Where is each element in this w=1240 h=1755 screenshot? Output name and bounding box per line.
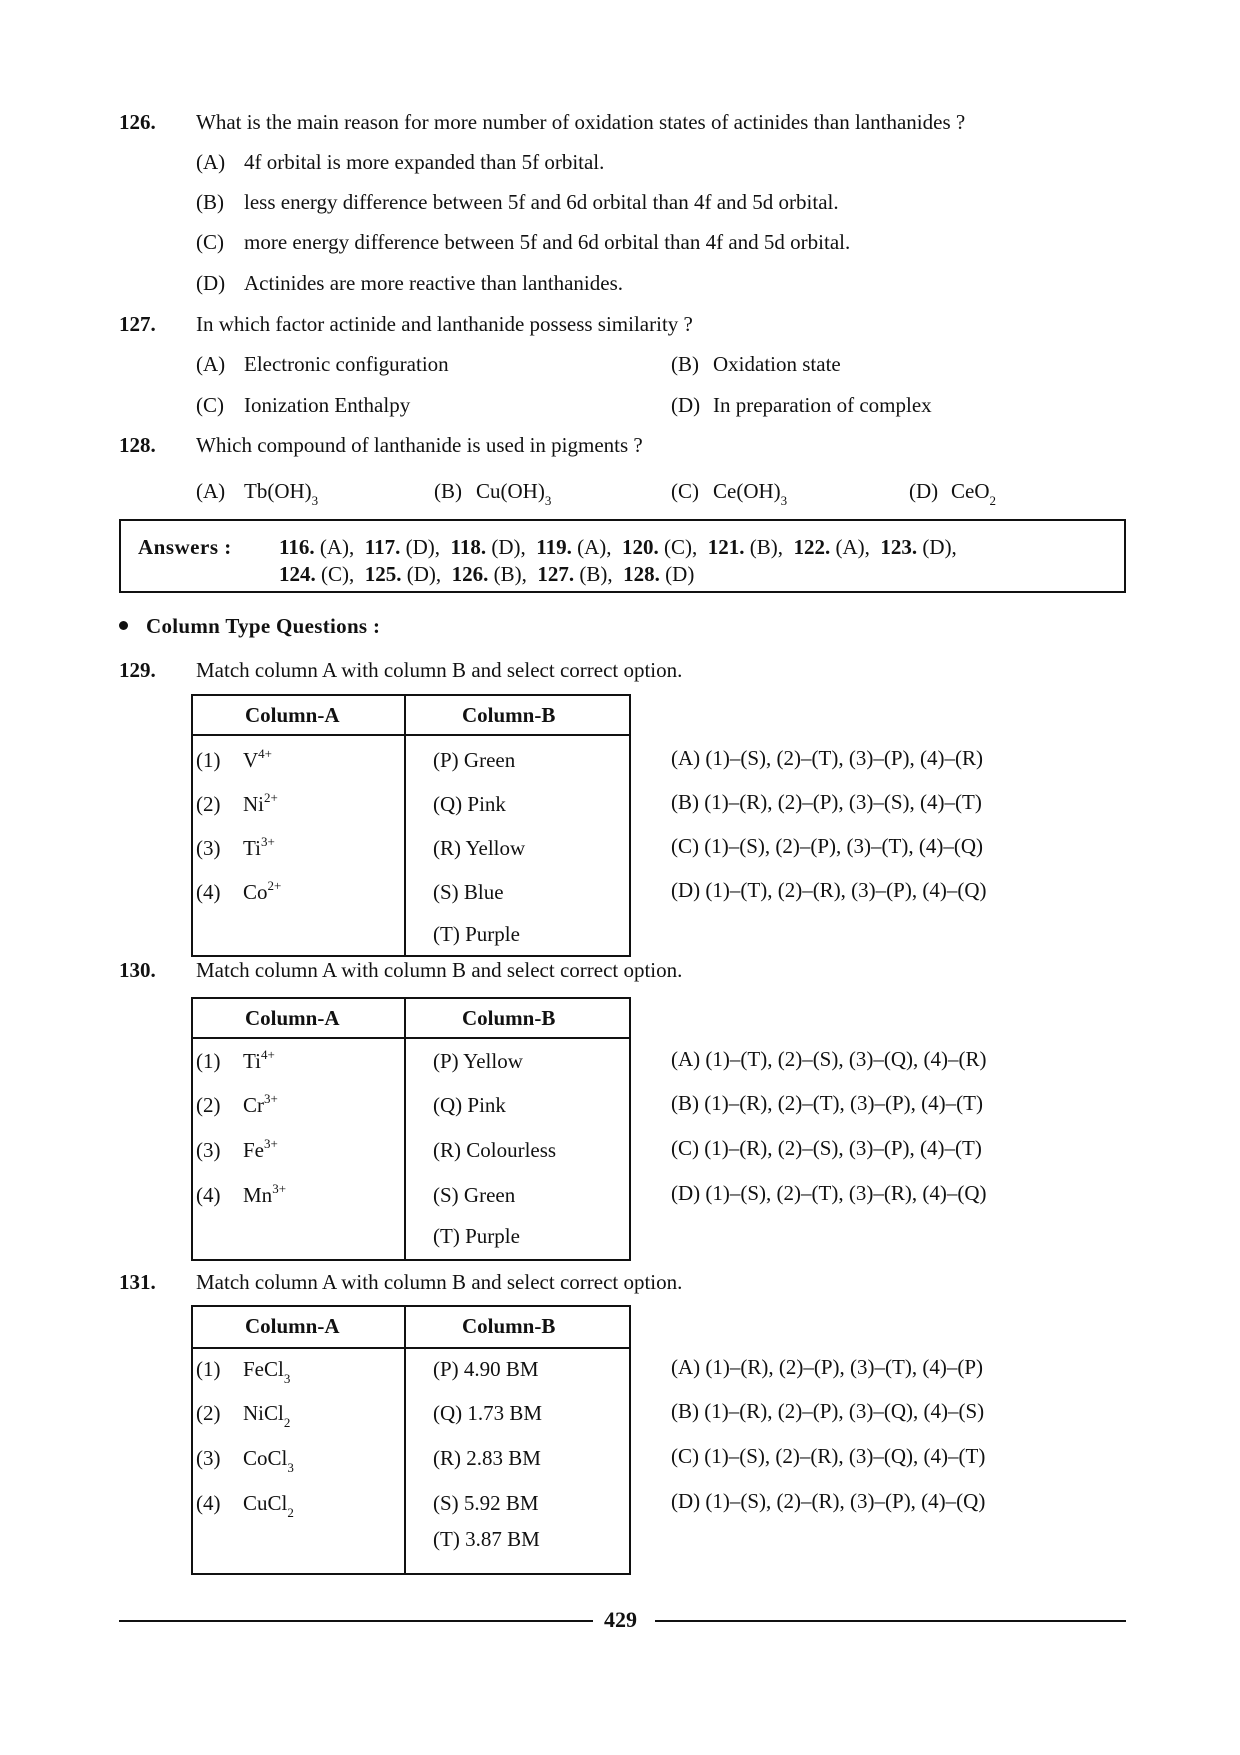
compound-formula: CuCl [243, 1491, 288, 1515]
charge: 4+ [260, 1047, 275, 1062]
answer-value: (A), [319, 535, 355, 559]
option-126-b [196, 192, 839, 213]
subscript: 2 [287, 1505, 294, 1520]
option-text: Oxidation state [713, 352, 841, 376]
answer-number: 125. [364, 562, 402, 586]
column-b-item: (T) Purple [433, 922, 520, 946]
item-label: (4) [196, 1183, 221, 1207]
charge: 2+ [267, 878, 282, 893]
footer-rule-right [655, 1620, 1126, 1622]
item-label: (1) [196, 748, 221, 772]
item-label: (4) [196, 880, 221, 904]
answer-value: (B), [579, 562, 613, 586]
option-128-c [671, 479, 788, 508]
column-b-item: (R) Yellow [433, 836, 526, 860]
formula: CeO [951, 479, 990, 503]
column-a-item [196, 1446, 294, 1475]
charge: 2+ [264, 790, 278, 805]
answer-number: 117. [364, 535, 401, 559]
option-label: (D) [196, 271, 226, 295]
header-divider [193, 1347, 629, 1349]
compound-formula: NiCl [243, 1401, 284, 1425]
answer-number: 116. [279, 535, 315, 559]
option-label: (D) [671, 393, 701, 417]
column-b-item: (Q) 1.73 BM [433, 1401, 543, 1425]
option-130-d: (D) (1)–(S), (2)–(T), (3)–(R), (4)–(Q) [671, 1181, 987, 1205]
option-label: (C) [196, 230, 224, 254]
header-divider [193, 734, 629, 736]
option-131-b: (B) (1)–(R), (2)–(P), (3)–(Q), (4)–(S) [671, 1399, 985, 1423]
column-b-item: (S) Blue [433, 880, 504, 904]
page-number: 429 [604, 1607, 637, 1632]
ion-formula: Co [243, 880, 268, 904]
option-label: (B) [434, 479, 462, 503]
column-a-header: Column-A [245, 703, 340, 727]
column-b-item: (Q) Pink [433, 1093, 506, 1117]
column-a-item [196, 1401, 291, 1430]
charge: 3+ [264, 1136, 278, 1151]
question-text-126: What is the main reason for more number of oxidation states of actinides than lanthanides ? [196, 110, 966, 134]
answer-value: (D), [405, 535, 440, 559]
section-title-text: Column Type Questions : [146, 614, 381, 638]
item-label: (2) [196, 1401, 221, 1425]
item-label: (3) [196, 1138, 221, 1162]
column-b-header: Column-B [462, 1006, 556, 1030]
column-b-item: (P) Yellow [433, 1049, 523, 1073]
column-b-item: (R) Colourless [433, 1138, 557, 1162]
column-a-item [196, 746, 273, 772]
ion-formula: Ni [243, 792, 264, 816]
item-label: (2) [196, 1093, 221, 1117]
option-131-a: (A) (1)–(R), (2)–(P), (3)–(T), (4)–(P) [671, 1355, 983, 1379]
answer-value: (A), [577, 535, 612, 559]
charge: 3+ [264, 1091, 278, 1106]
option-128-a [196, 479, 319, 508]
option-text: less energy difference between 5f and 6d orbital than 4f and 5d orbital. [244, 190, 839, 214]
question-text-129: Match column A with column B and select correct option. [196, 658, 683, 682]
answer-number: 120. [622, 535, 659, 559]
column-a-item [196, 1136, 278, 1162]
formula: Cu(OH) [476, 479, 545, 503]
formula: Tb(OH) [244, 479, 312, 503]
option-text: Electronic configuration [244, 352, 449, 376]
option-129-b: (B) (1)–(R), (2)–(P), (3)–(S), (4)–(T) [671, 790, 982, 814]
option-label: (B) [671, 352, 699, 376]
charge: 3+ [272, 1181, 287, 1196]
item-label: (3) [196, 1446, 221, 1470]
answer-value: (B), [493, 562, 527, 586]
column-a-header: Column-A [245, 1314, 340, 1338]
answers-line-1 [279, 537, 957, 558]
column-a-item [196, 1491, 294, 1520]
option-126-a [196, 152, 604, 173]
option-127-d [671, 395, 932, 416]
match-table-131 [191, 1305, 631, 1575]
charge: 3+ [260, 834, 275, 849]
answer-number: 126. [451, 562, 489, 586]
column-b-item: (Q) Pink [433, 792, 506, 816]
answer-number: 123. [880, 535, 918, 559]
option-129-c: (C) (1)–(S), (2)–(P), (3)–(T), (4)–(Q) [671, 834, 983, 858]
option-label: (C) [196, 393, 224, 417]
column-a-item [196, 790, 278, 816]
ion-formula: V [243, 748, 259, 772]
subscript: 2 [283, 1415, 291, 1430]
ion-formula: Mn [243, 1183, 273, 1207]
footer-rule-left [119, 1620, 593, 1622]
ion-formula: Ti [243, 836, 261, 860]
answer-number: 127. [537, 562, 575, 586]
subscript: 3 [544, 493, 552, 508]
answer-number: 124. [279, 562, 316, 586]
column-b-item: (P) 4.90 BM [433, 1357, 539, 1381]
question-number-128: 128. [119, 433, 156, 457]
question-text-130: Match column A with column B and select correct option. [196, 958, 683, 982]
answer-number: 128. [623, 562, 660, 586]
answer-value: (C), [321, 562, 355, 586]
answer-number: 122. [793, 535, 831, 559]
match-table-129 [191, 694, 631, 957]
question-number-127: 127. [119, 312, 156, 336]
column-b-item: (T) Purple [433, 1224, 520, 1248]
column-a-item [196, 878, 282, 904]
question-number-126: 126. [119, 110, 156, 134]
ion-formula: Fe [243, 1138, 264, 1162]
compound-formula: FeCl [243, 1357, 284, 1381]
item-label: (2) [196, 792, 221, 816]
question-number-130: 130. [119, 958, 156, 982]
option-127-a [196, 354, 449, 375]
column-b-item: (R) 2.83 BM [433, 1446, 541, 1470]
answer-number: 121. [707, 535, 745, 559]
column-a-header: Column-A [245, 1006, 340, 1030]
column-a-item [196, 1181, 287, 1207]
option-text: more energy difference between 5f and 6d orbital than 4f and 5d orbital. [244, 230, 851, 254]
column-a-item [196, 834, 275, 860]
question-text-128: Which compound of lanthanide is used in pigments ? [196, 433, 643, 457]
option-label: (A) [196, 150, 226, 174]
section-title [119, 616, 380, 637]
option-text: 4f orbital is more expanded than 5f orbital. [244, 150, 605, 174]
option-131-d: (D) (1)–(S), (2)–(R), (3)–(P), (4)–(Q) [671, 1489, 986, 1513]
column-b-item: (T) 3.87 BM [433, 1527, 540, 1551]
option-text: Ionization Enthalpy [244, 393, 411, 417]
answer-value: (C), [664, 535, 698, 559]
answer-number: 119. [536, 535, 572, 559]
column-b-header: Column-B [462, 1314, 556, 1338]
answers-line-2 [279, 564, 694, 585]
column-b-header: Column-B [462, 703, 556, 727]
item-label: (1) [196, 1357, 221, 1381]
column-b-item: (S) 5.92 BM [433, 1491, 539, 1515]
item-label: (3) [196, 836, 221, 860]
option-label: (A) [196, 352, 226, 376]
option-126-c [196, 232, 850, 253]
option-131-c: (C) (1)–(S), (2)–(R), (3)–(Q), (4)–(T) [671, 1444, 986, 1468]
option-label: (A) [196, 479, 226, 503]
column-a-item [196, 1091, 278, 1117]
answer-value: (B), [749, 535, 783, 559]
match-table-130 [191, 997, 631, 1261]
answers-title: Answers : [138, 535, 232, 559]
option-128-b [434, 479, 552, 508]
question-number-129: 129. [119, 658, 156, 682]
option-129-d: (D) (1)–(T), (2)–(R), (3)–(P), (4)–(Q) [671, 878, 987, 902]
ion-formula: Ti [243, 1049, 261, 1073]
item-label: (1) [196, 1049, 221, 1073]
option-128-d [909, 479, 996, 508]
charge: 4+ [258, 746, 273, 761]
option-127-c [196, 395, 410, 416]
item-label: (4) [196, 1491, 221, 1515]
option-129-a: (A) (1)–(S), (2)–(T), (3)–(P), (4)–(R) [671, 746, 983, 770]
answer-value: (D), [922, 535, 957, 559]
option-126-d [196, 273, 623, 294]
header-divider [193, 1037, 629, 1039]
subscript: 3 [311, 493, 319, 508]
column-b-item: (P) Green [433, 748, 516, 772]
option-130-b: (B) (1)–(R), (2)–(T), (3)–(P), (4)–(T) [671, 1091, 983, 1115]
column-a-item [196, 1357, 291, 1386]
answer-value: (D), [406, 562, 442, 586]
ion-formula: Cr [243, 1093, 264, 1117]
subscript: 2 [989, 493, 996, 508]
option-label: (C) [671, 479, 699, 503]
subscript: 3 [283, 1371, 291, 1386]
answer-value: (D), [491, 535, 526, 559]
question-number-131: 131. [119, 1270, 156, 1294]
answer-value: (A), [835, 535, 870, 559]
answer-value: (D) [665, 562, 695, 586]
answer-number: 118. [450, 535, 487, 559]
column-a-item [196, 1047, 275, 1073]
option-text: Actinides are more reactive than lanthanides. [244, 271, 624, 295]
question-text-131: Match column A with column B and select correct option. [196, 1270, 683, 1294]
formula: Ce(OH) [713, 479, 781, 503]
subscript: 3 [780, 493, 788, 508]
question-text-127: In which factor actinide and lanthanide possess similarity ? [196, 312, 693, 336]
option-127-b [671, 354, 841, 375]
option-text: In preparation of complex [713, 393, 932, 417]
subscript: 3 [287, 1460, 294, 1475]
bullet-icon [119, 621, 128, 630]
option-label: (D) [909, 479, 939, 503]
compound-formula: CoCl [243, 1446, 288, 1470]
answers-box [119, 519, 1126, 593]
option-130-c: (C) (1)–(R), (2)–(S), (3)–(P), (4)–(T) [671, 1136, 982, 1160]
option-130-a: (A) (1)–(T), (2)–(S), (3)–(Q), (4)–(R) [671, 1047, 987, 1071]
column-b-item: (S) Green [433, 1183, 516, 1207]
option-label: (B) [196, 190, 224, 214]
